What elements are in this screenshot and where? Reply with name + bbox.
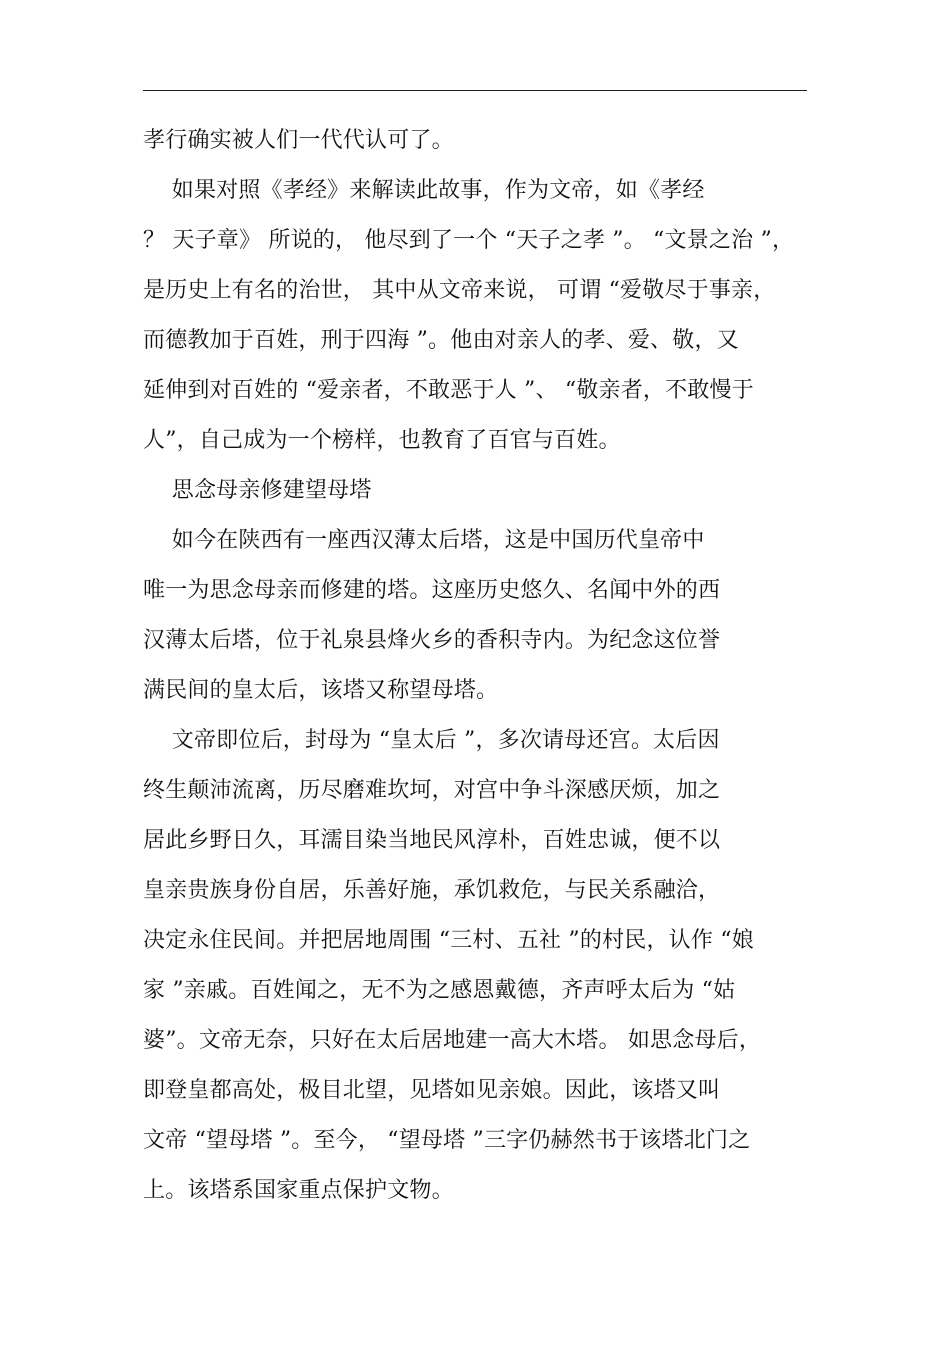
text-line: 即登皇都高处，极目北望，见塔如见亲娘。因此，该塔又叫 — [143, 1078, 721, 1103]
text-line: 满民间的皇太后，该塔又称望母塔。 — [143, 678, 499, 703]
text-line: 汉薄太后塔，位于礼泉县烽火乡的香积寺内。为纪念这位誉 — [143, 628, 721, 653]
text-line: 文帝 “望母塔 ”。至今， “望母塔 ”三字仍赫然书于该塔北门之 — [143, 1128, 751, 1153]
text-line: 居此乡野日久，耳濡目染当地民风淳朴，百姓忠诚，便不以 — [143, 828, 721, 853]
text-line: 而德教加于百姓，刑于四海 ”。他由对亲人的孝、爱、敬，又 — [143, 328, 739, 353]
text-line: 唯一为思念母亲而修建的塔。这座历史悠久、名闻中外的西 — [143, 578, 721, 603]
header-rule — [143, 90, 807, 91]
text-line: 孝行确实被人们一代代认可了。 — [143, 128, 454, 153]
text-line: 家 ”亲戚。百姓闻之，无不为之感恩戴德，齐声呼太后为 “姑 — [143, 978, 736, 1003]
text-line: 延伸到对百姓的 “爱亲者，不敢恶于人 ”、 “敬亲者，不敢慢于 — [143, 378, 754, 403]
text-line: 如果对照《孝经》来解读此故事，作为文帝，如《孝经 — [143, 178, 705, 203]
text-line: 婆”。文帝无奈，只好在太后居地建一高大木塔。 如思念母后， — [143, 1028, 762, 1053]
text-line: 如今在陕西有一座西汉薄太后塔，这是中国历代皇帝中 — [143, 528, 705, 553]
text-line: 皇亲贵族身份自居，乐善好施，承饥救危，与民关系融洽， — [143, 878, 721, 903]
text-line: 文帝即位后，封母为 “皇太后 ”，多次请母还宫。太后因 — [143, 728, 720, 753]
text-line: 是历史上有名的治世， 其中从文帝来说， 可谓 “爱敬尽于事亲， — [143, 278, 776, 303]
section-heading: 思念母亲修建望母塔 — [143, 478, 372, 503]
text-line: 人”，自己成为一个榜样，也教育了百官与百姓。 — [143, 428, 621, 453]
text-line: 终生颠沛流离，历尽磨难坎坷，对宫中争斗深感厌烦，加之 — [143, 778, 721, 803]
text-line: 上。该塔系国家重点保护文物。 — [143, 1178, 454, 1203]
text-line: 决定永住民间。并把居地周围 “三村、五社 ”的村民，认作 “娘 — [143, 928, 754, 953]
text-line: ？ 天子章》 所说的， 他尽到了一个 “天子之孝 ”。 “文景之治 ”， — [143, 228, 795, 253]
